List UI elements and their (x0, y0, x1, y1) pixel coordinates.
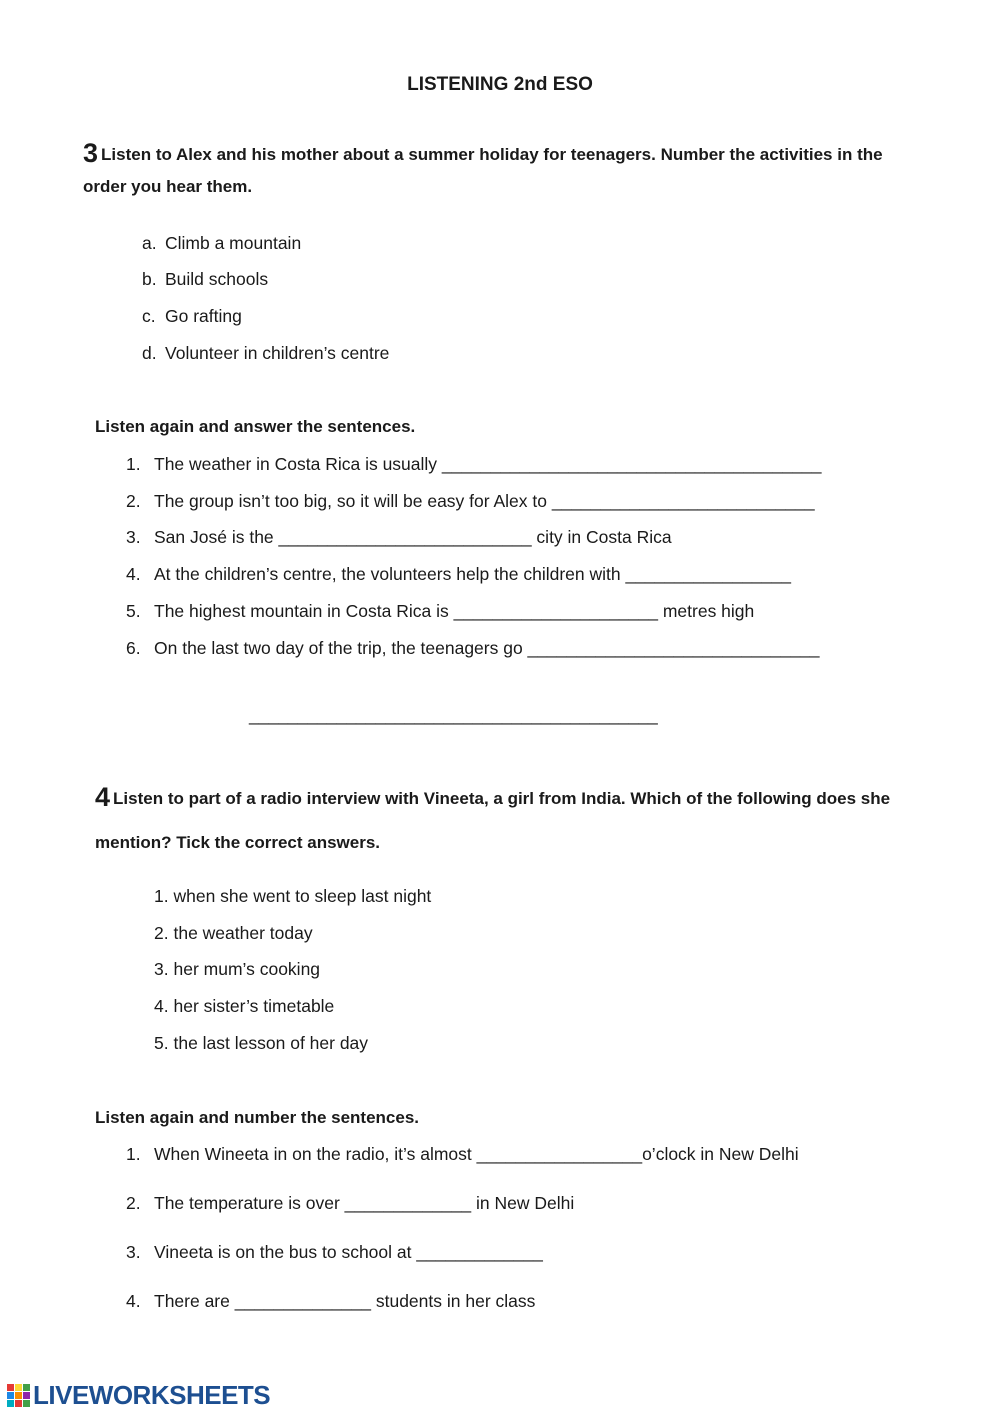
logo-cell (23, 1392, 30, 1399)
sentence-item: 6. On the last two day of the trip, the teenagers go ______________________________ (126, 638, 820, 658)
activity-item: a. Climb a mountain (142, 233, 302, 253)
option-item: 1. when she went to sleep last night (154, 886, 432, 906)
option-item: 2. the weather today (154, 923, 313, 943)
logo-cell (7, 1392, 14, 1399)
activity-item: c. Go rafting (142, 306, 242, 326)
logo-cell (15, 1384, 22, 1391)
logo-cell (7, 1384, 14, 1391)
section3-instruction-line1: Listen to Alex and his mother about a summer holiday for teenagers. Number the activities in the (101, 145, 883, 164)
sentence-item: 1. The weather in Costa Rica is usually _______________________________________ (126, 454, 822, 474)
logo-cell (7, 1400, 14, 1407)
section3-instruction (83, 138, 883, 169)
section4-instruction (95, 782, 890, 813)
sentence-item: 3. San José is the __________________________ city in Costa Rica (126, 527, 672, 547)
section3-subheading: Listen again and answer the sentences. (95, 417, 416, 436)
sentence-item: 5. The highest mountain in Costa Rica is _____________________ metres high (126, 601, 755, 621)
activity-item: d. Volunteer in children’s centre (142, 343, 390, 363)
logo-cell (15, 1392, 22, 1399)
sentence-item: 1. When Wineeta in on the radio, it’s almost _________________o’clock in New Delhi (126, 1144, 799, 1164)
section4-instruction-line1: Listen to part of a radio interview with Vineeta, a girl from India. Which of the following does she (113, 789, 891, 808)
section3-number: 3 (83, 138, 99, 168)
activity-item: b. Build schools (142, 269, 269, 289)
sentence-item: 2. The temperature is over _____________ in New Delhi (126, 1193, 575, 1213)
option-item: 5. the last lesson of her day (154, 1033, 369, 1053)
section3-instruction-line2: order you hear them. (83, 177, 253, 196)
option-item: 3. her mum’s cooking (154, 959, 321, 979)
option-item: 4. her sister’s timetable (154, 996, 335, 1016)
sentence-item: 3. Vineeta is on the bus to school at _____________ (126, 1242, 543, 1262)
sentence-item: 4. There are ______________ students in her class (126, 1291, 536, 1311)
liveworksheets-logo (7, 1380, 270, 1410)
logo-grid-icon (7, 1384, 30, 1407)
logo-cell (23, 1400, 30, 1407)
page-title: LISTENING 2nd ESO (407, 74, 593, 95)
logo-cell (15, 1400, 22, 1407)
section4-instruction-line2: mention? Tick the correct answers. (95, 833, 380, 852)
sentence-item: 2. The group isn’t too big, so it will be easy for Alex to ___________________________ (126, 491, 815, 511)
logo-text: LIVEWORKSHEETS (33, 1379, 271, 1410)
section4-number: 4 (95, 782, 111, 812)
section4-subheading: Listen again and number the sentences. (95, 1108, 420, 1127)
sentence-item: 4. At the children’s centre, the volunteers help the children with _________________ (126, 564, 791, 584)
logo-cell (23, 1384, 30, 1391)
answer-line: __________________________________________ (249, 705, 658, 725)
